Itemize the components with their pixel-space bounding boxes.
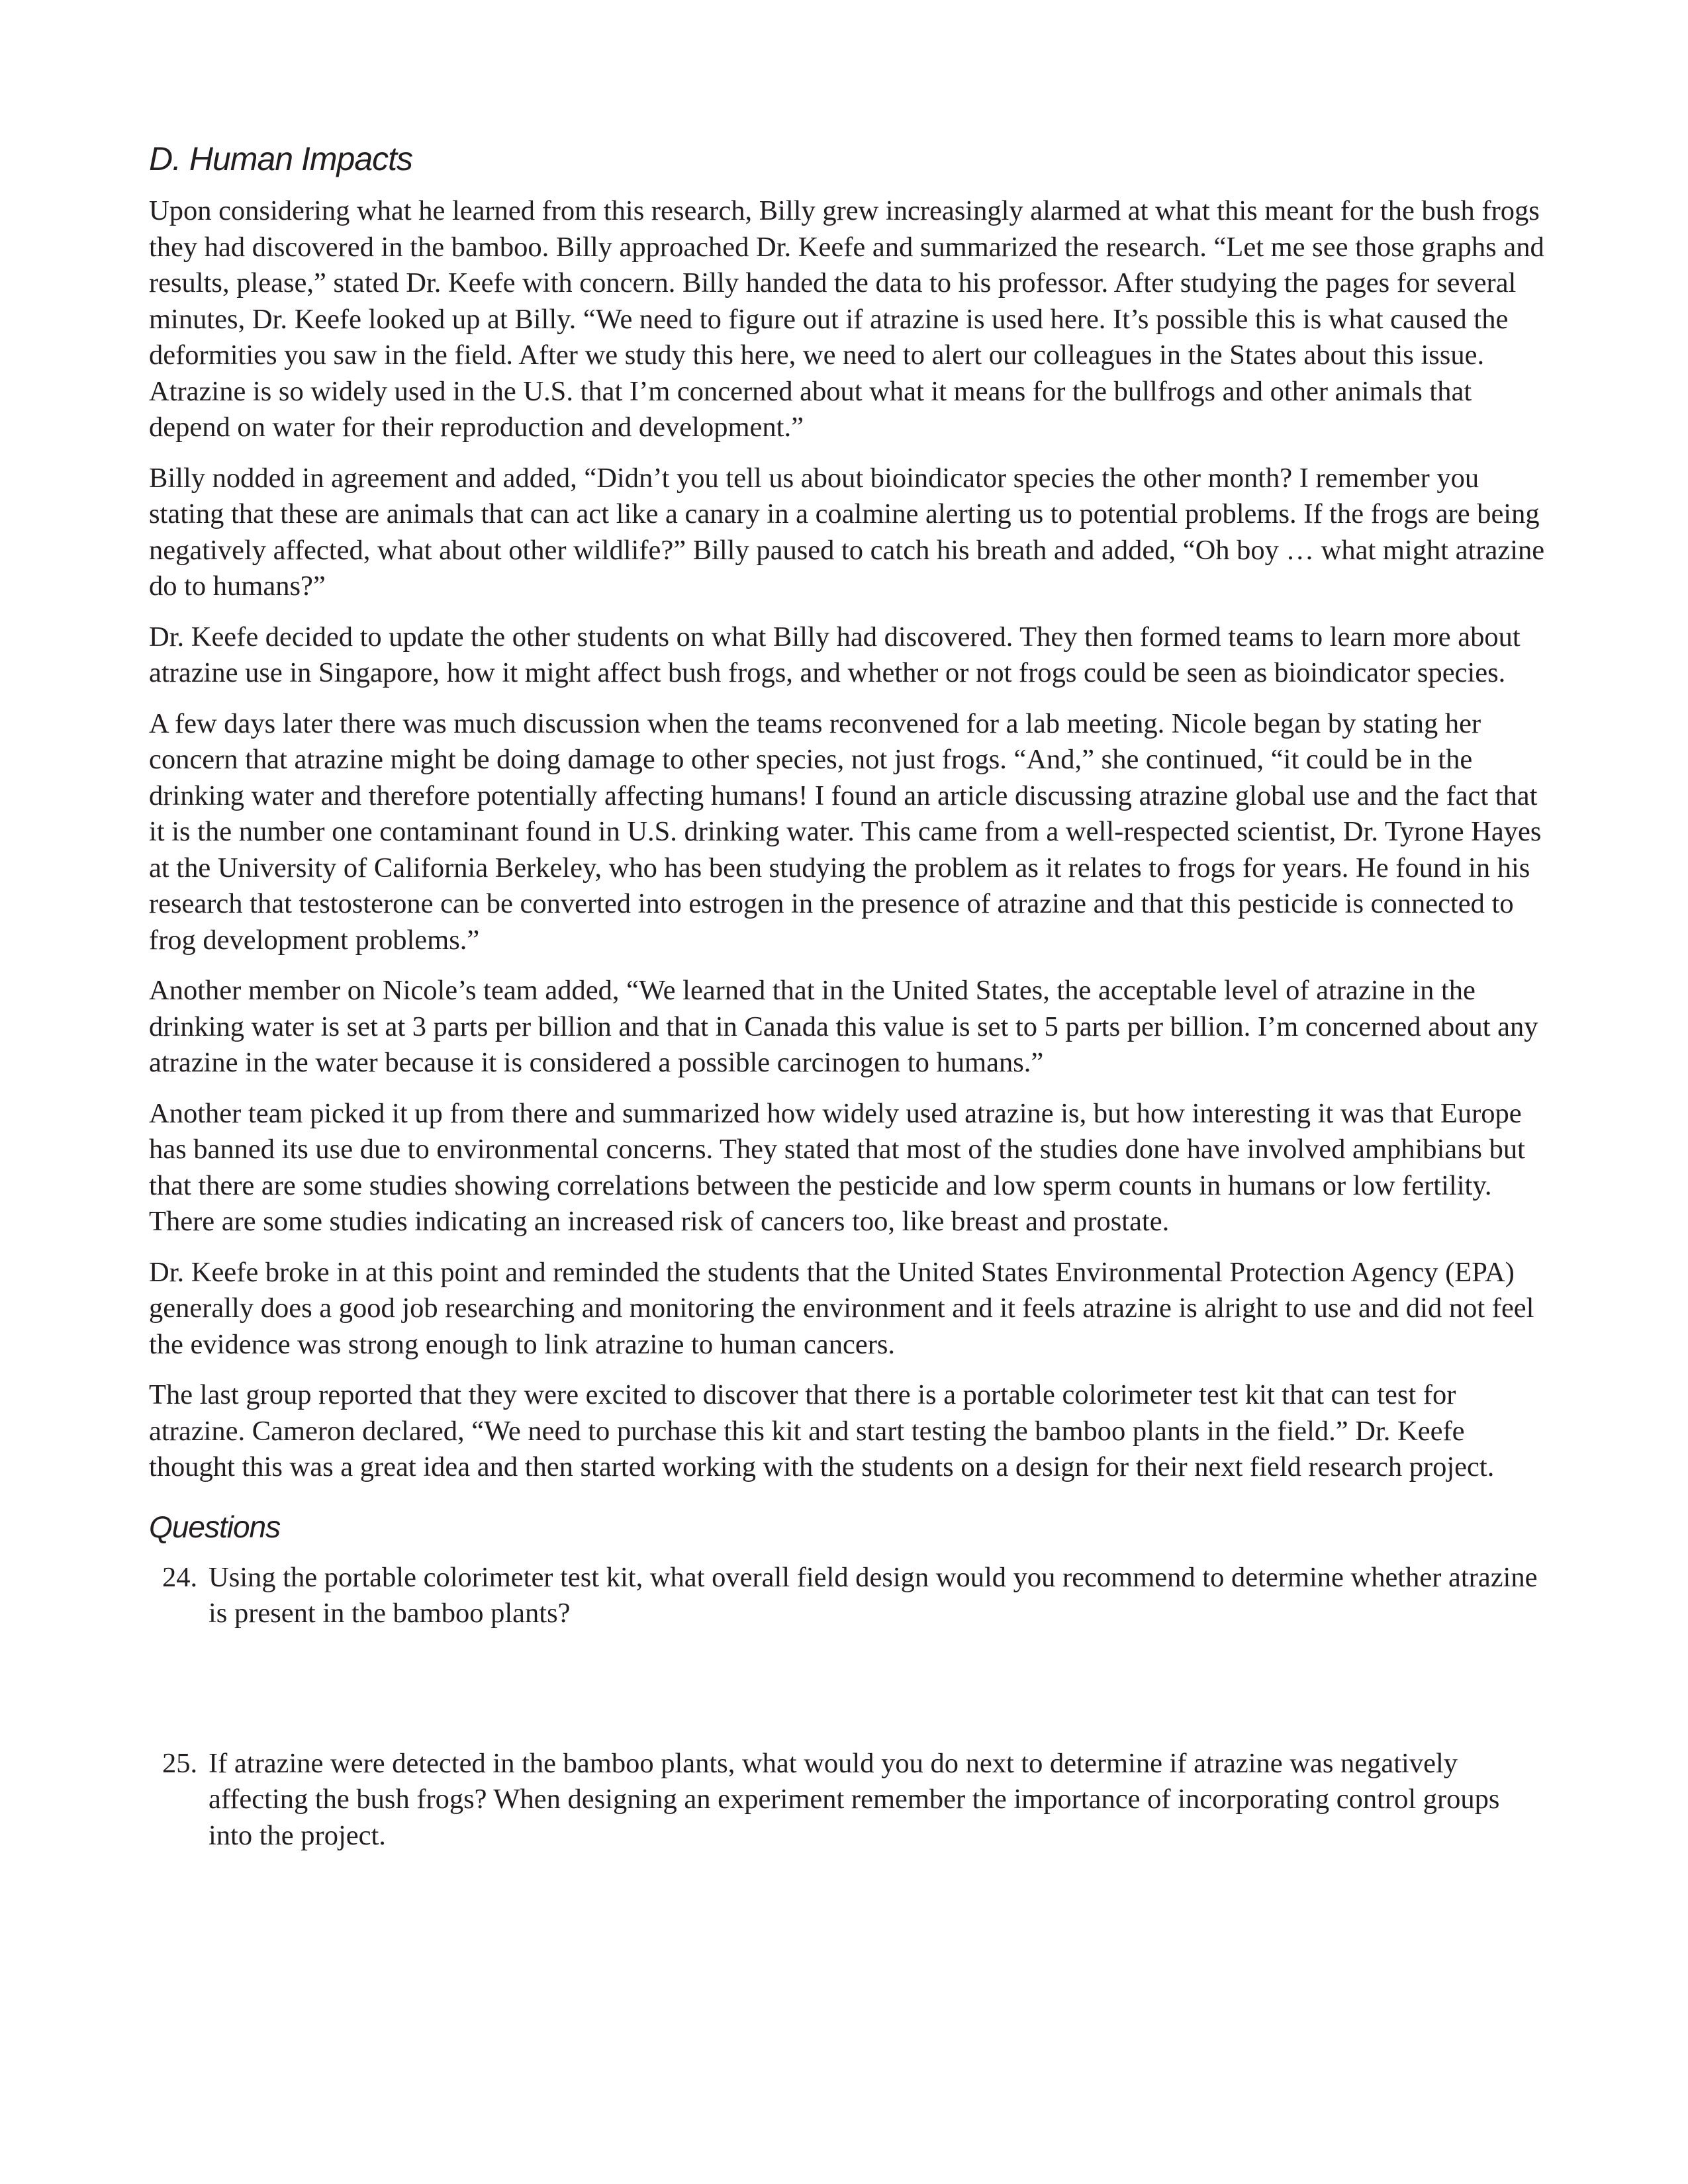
paragraph-europe-ban: Another team picked it up from there and summarized how widely used atrazine is, but how interesting it was that Europe has banned its use due to environmental concerns. They stated that most of the studies done have involved amphibians but that there are some studies showing correlations between the pesticide and low sperm counts in humans or low fertility. There are some studies indicating an increased risk of cancers too, like breast and prostate.: [149, 1097, 1525, 1237]
paragraph-acceptable-level: Another member on Nicole’s team added, “We learned that in the United States, the acceptable level of atrazine in the drinking water is set at 3 parts per billion and that in Canada this value is set to 5 parts per billion. I’m concerned about any atrazine in the water because it is considered a possible carcinogen to humans.”: [149, 975, 1538, 1078]
question-item: [149, 1560, 1546, 1632]
paragraph-billy-alarmed: Upon considering what he learned from this research, Billy grew increasingly alarmed at what this meant for the bush frogs they had discovered in the bamboo. Billy approached Dr. Keefe and summarized the research. “Let me see those graphs and results, please,” stated Dr. Keefe with concern. Billy handed the data to his professor. After studying the pages for several minutes, Dr. Keefe looked up at Billy. “We need to figure out if atrazine is used here. It’s possible this is what caused the deformities you saw in the field. After we study this here, we need to alert our colleagues in the States about this issue. Atrazine is so widely used in the U.S. that I’m concerned about what it means for the bullfrogs and other animals that depend on water for their reproduction and development.”: [149, 195, 1544, 443]
question-text: If atrazine were detected in the bamboo plants, what would you do next to determine if atrazine was negatively affecting the bush frogs? When designing an experiment remember the importance of incorporating control groups into the project.: [209, 1747, 1500, 1851]
question-item: [149, 1746, 1546, 1854]
question-number: 24.: [162, 1561, 198, 1593]
question-text: Using the portable colorimeter test kit, what overall field design would you recommend to determine whether atrazine is present in the bamboo plants?: [209, 1561, 1538, 1629]
paragraph-bioindicator: Billy nodded in agreement and added, “Didn’t you tell us about bioindicator species the other month? I remember you stating that these are animals that can act like a canary in a coalmine alerting us to potential problems. If the frogs are being negatively affected, what about other wildlife?” Billy paused to catch his breath and added, “Oh boy … what might atrazine do to humans?”: [149, 462, 1545, 602]
section-heading: D. Human Impacts: [149, 140, 413, 177]
paragraph-epa: Dr. Keefe broke in at this point and reminded the students that the United States Environmental Protection Agency (EPA) generally does a good job researching and monitoring the environment and it feels atrazine is alright to use and did not feel the evidence was strong enough to link atrazine to human cancers.: [149, 1256, 1534, 1360]
paragraph-lab-meeting: A few days later there was much discussion when the teams reconvened for a lab meeting. Nicole began by stating her concern that atrazine might be doing damage to other species, not just frogs. “And,” she continued, “it could be in the drinking water and therefore potentially affecting humans! I found an article discussing atrazine global use and the fact that it is the number one contaminant found in U.S. drinking water. This came from a well-respected scientist, Dr. Tyrone Hayes at the University of California Berkeley, who has been studying the problem as it relates to frogs for years. He found in his research that testosterone can be converted into estrogen in the presence of atrazine and that this pesticide is connected to frog development problems.”: [149, 707, 1542, 956]
question-number: 25.: [162, 1747, 198, 1779]
paragraph-test-kit: The last group reported that they were excited to discover that there is a portable colorimeter test kit that can test for atrazine. Cameron declared, “We need to purchase this kit and start testing the bamboo plants in the field.” Dr. Keefe thought this was a great idea and then started working with the students on a design for their next field research project.: [149, 1379, 1495, 1482]
questions-heading: Questions: [149, 1509, 281, 1544]
document-page: [149, 139, 1546, 1854]
paragraph-teams-formed: Dr. Keefe decided to update the other students on what Billy had discovered. They then formed teams to learn more about atrazine use in Singapore, how it might affect bush frogs, and whether or not frogs could be seen as bioindicator species.: [149, 621, 1521, 688]
